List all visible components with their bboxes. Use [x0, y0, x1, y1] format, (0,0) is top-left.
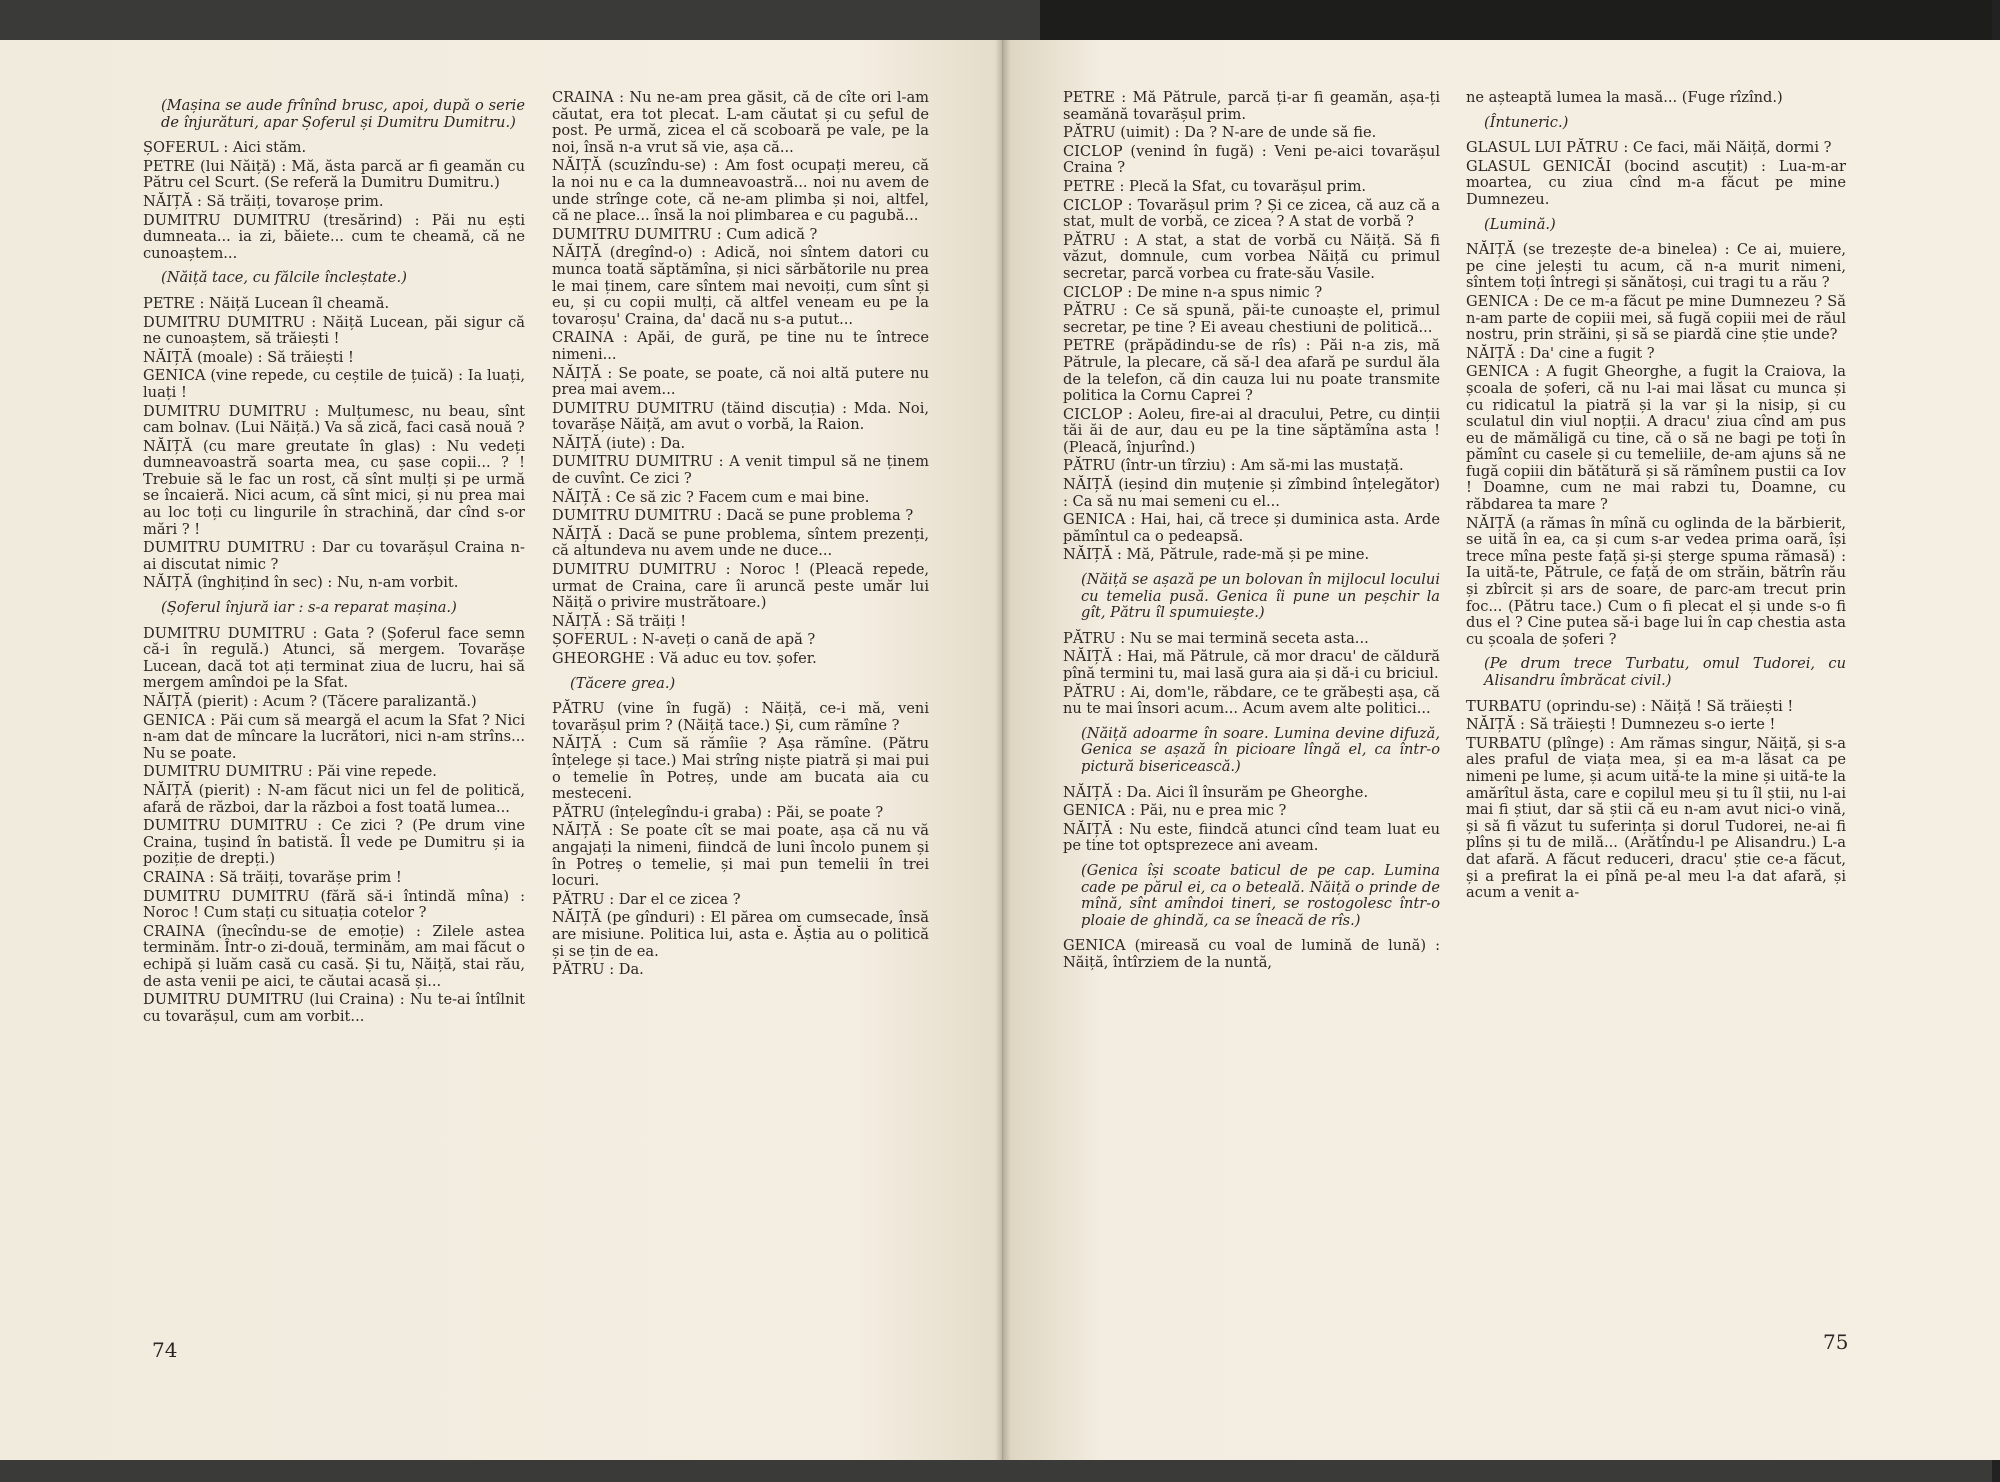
dialogue-line: CRAINA : Apăi, de gură, pe tine nu te întrece nimeni... — [552, 329, 929, 363]
dialogue-line: NĂIȚĂ : Să trăiți ! — [552, 612, 687, 630]
stage-direction: (Năiță adoarme în soare. Lumina devine difuză, Genica se așază în picioare lîngă el, ca într-o pictură bisericească.) — [1081, 724, 1440, 775]
dialogue-line: PETRE : Mă Pătrule, parcă ți-ar fi geamăn, așa-ți seamănă tovarășul prim. — [1063, 89, 1440, 123]
dialogue-line: CRAINA : Nu ne-am prea găsit, că de cîte ori l-am căutat, era tot plecat. L-am căutat și cu șeful de post. Pe urmă, zicea el că scoboară pe vale, pe la noi, însă n-a vrut să vie, așa că... — [552, 89, 929, 156]
dialogue-line: DUMITRU DUMITRU (tresărind) : Păi nu ești dumneata... ia zi, băiete... cum te cheamă, că ne cunoaștem... — [143, 211, 525, 262]
dialogue-line: ȘOFERUL : N-aveți o cană de apă ? — [552, 631, 816, 649]
dialogue-line: DUMITRU DUMITRU : Păi vine repede. — [143, 763, 437, 781]
dialogue-line: TURBATU (plînge) : Am rămas singur, Năiță, și s-a ales praful de viața mea, și ea m-a lăsat ca pe nimeni pe lume, și acum uită-te la mine și uită-te la amărîtul ăsta, care e copilul meu și tu îl știi, nu l-ai mai fi știut, dar să știi că eu n-am avut nici-o vină, și să fi văzut tu suferința și dorul Tudorei, ne-ai fi plîns și tu de milă... (Arătîndu-l pe Alisandru.) L-a dat afară. A făcut reduceri, dracu' știe ce-a făcut, și a prefirat la ei pînă pe-al meu l-a dat afară, și acum a venit a- — [1466, 734, 1846, 902]
dialogue-line: NĂIȚĂ (ieșind din muțenie și zîmbind înțelegător) : Ca să nu mai semeni cu el... — [1063, 476, 1440, 510]
stage-direction: (Pe drum trece Turbatu, omul Tudorei, cu Alisandru îmbrăcat civil.) — [1484, 655, 1846, 689]
right-page-column-1 — [1063, 90, 1440, 974]
left-page-column-2 — [552, 90, 929, 981]
dialogue-line: NĂIȚĂ (se trezește de-a binelea) : Ce ai, muiere, pe cine jelești tu acum, că n-a murit nimeni, sîntem toți întregi și sănătoși, cui tragi tu a rău ? — [1466, 241, 1846, 292]
dialogue-line: NĂIȚĂ : Să trăiești ! Dumnezeu s-o ierte ! — [1466, 716, 1776, 734]
dialogue-line: PĂTRU : A stat, a stat de vorbă cu Năiță. Să fi văzut, domnule, cum vorbea Năiță cu primul secretar, parcă vorbea cu frate-său Vasile. — [1063, 231, 1440, 282]
dialogue-line: DUMITRU DUMITRU : Dar cu tovarășul Craina n-ai discutat nimic ? — [143, 539, 525, 573]
dialogue-line: GLASUL GENICĂI (bocind ascuțit) : Lua-m-ar moartea, cu ziua cînd m-a făcut pe mine Dumnezeu. — [1466, 157, 1846, 208]
dialogue-line: NĂIȚĂ : Da' cine a fugit ? — [1466, 344, 1655, 362]
dialogue-line: PĂTRU : Nu se mai termină seceta asta... — [1063, 629, 1369, 647]
dialogue-line: DUMITRU DUMITRU : Noroc ! (Pleacă repede, urmat de Craina, care îi aruncă peste umăr lui Năiță o privire mustrătoare.) — [552, 561, 929, 612]
stage-direction: (Năiță tace, cu fălcile încleștate.) — [161, 269, 407, 287]
dialogue-line: PETRE : Năiță Lucean îl cheamă. — [143, 294, 390, 312]
dialogue-line: DUMITRU DUMITRU (lui Craina) : Nu te-ai întîlnit cu tovarășul, cum am vorbit... — [143, 991, 525, 1025]
dialogue-line: GENICA : De ce m-a făcut pe mine Dumnezeu ? Să n-am parte de copiii mei, să fugă copiii mei de răul nostru, prin străini, și să se piardă cine știe unde? — [1466, 292, 1846, 344]
dialogue-line: CICLOP (venind în fugă) : Veni pe-aici tovarășul Craina ? — [1063, 142, 1440, 177]
dialogue-line: PĂTRU (uimit) : Da ? N-are de unde să fie. — [1063, 124, 1377, 142]
dialogue-line: GENICA : Păi cum să meargă el acum la Sfat ? Nici n-am dat de mîncare la lucrători, nici n-am strîns... Nu se poate. — [143, 711, 525, 762]
stage-direction: (Genica își scoate baticul de pe cap. Lumina cade pe părul ei, ca o beteală. Năiță o prinde de mînă, sînt amîndoi tineri, se rostogolesc într-o ploaie de ghindă, ca se îneacă de rîs.) — [1081, 861, 1440, 929]
dialogue-line: NĂIȚĂ (înghițind în sec) : Nu, n-am vorbit. — [143, 574, 459, 592]
dialogue-line: GENICA (mireasă cu voal de lumină de lună) : Năiță, întîrziem de la nuntă, — [1063, 937, 1440, 971]
stage-direction: (Lumină.) — [1484, 215, 1556, 233]
dialogue-line: ȘOFERUL : Aici stăm. — [143, 139, 307, 157]
dialogue-line: NĂIȚĂ : Se poate, se poate, că noi altă putere nu prea mai avem... — [552, 364, 929, 399]
stage-direction: (Tăcere grea.) — [570, 674, 676, 692]
stage-direction: (Șoferul înjură iar : s-a reparat mașina.) — [161, 599, 457, 617]
right-page — [1003, 40, 2000, 1460]
stage-direction: (Năiță se așază pe un bolovan în mijlocul locului cu temelia pusă. Genica îi pune un peșchir la gît, Pătru îl spumuiește.) — [1081, 571, 1440, 622]
dialogue-line: DUMITRU DUMITRU : Dacă se pune problema ? — [552, 507, 914, 525]
dialogue-line: TURBATU (oprindu-se) : Năiță ! Să trăiești ! — [1466, 697, 1794, 715]
dialogue-line: CICLOP : De mine n-a spus nimic ? — [1063, 283, 1323, 301]
stage-direction: (Întuneric.) — [1484, 113, 1569, 131]
dialogue-line: NĂIȚĂ : Cum să rămîie ? Așa rămîne. (Pătru înțelege și tace.) Mai strîng niște piatră și mai pui o temelie în Potreș, unde am bucata aia cu mesteceni. — [552, 735, 929, 803]
book-cover-edge — [1040, 0, 2000, 40]
dialogue-line: GENICA (vine repede, cu ceștile de țuică) : Ia luați, luați ! — [143, 367, 525, 401]
right-page-column-2 — [1466, 90, 1846, 904]
dialogue-line: NĂIȚĂ (a rămas în mînă cu oglinda de la bărbierit, se uită în ea, ca și cum s-ar vedea prima oară, își trece mîna peste față și-și șterge spuma rămasă) : Ia uită-te, Pătrule, ce față de om străin, bătrîn rău și zbîrcit și ars de soare, de parc-am trecut prin foc... (Pătru tace.) Cum o fi plecat el și unde s-o fi dus el ? Cine putea să-i bage lui în cap chestia asta cu școala de șoferi ? — [1466, 514, 1846, 648]
dialogue-line: CICLOP : Tovarășul prim ? Și ce zicea, că auz că a stat, mult de vorbă, ce zicea ? A stat de vorbă ? — [1063, 196, 1440, 231]
dialogue-line: PĂTRU (înțelegîndu-i graba) : Păi, se poate ? — [552, 803, 884, 821]
page-number: 74 — [152, 1338, 178, 1362]
dialogue-line: DUMITRU DUMITRU : Năiță Lucean, păi sigur că ne cunoaștem, să trăiești ! — [143, 313, 525, 348]
dialogue-line: GENICA : A fugit Gheorghe, a fugit la Craiova, la școala de șoferi, că nu l-ai mai lăsat cu munca și cu ridicatul la piatră și la var și la nisip, și cu sculatul din viul nopții. A dracu' ziua cînd am pus eu de mămăligă cu tine, că o să ne bagi pe toți în pămînt cu casele și cu temeliile, de-am ajuns să ne fugă copiii din bătătură și să rămînem pustii ca Iov ! Doamne, cum ne mai rabzi tu, Doamne, cu răbdarea ta mare ? — [1466, 363, 1846, 514]
dialogue-line: GLASUL LUI PĂTRU : Ce faci, măi Năiță, dormi ? — [1466, 139, 1832, 157]
left-page — [0, 40, 1003, 1460]
dialogue-line: PĂTRU : Ce să spună, păi-te cunoaște el, primul secretar, pe tine ? Ei aveau chestiuni de politică... — [1063, 302, 1440, 336]
dialogue-line: NĂIȚĂ (moale) : Să trăiești ! — [143, 348, 354, 366]
dialogue-line: PETRE (lui Năiță) : Mă, ăsta parcă ar fi geamăn cu Pătru cel Scurt. (Se referă la Dumitru Dumitru.) — [143, 157, 525, 192]
dialogue-line: DUMITRU DUMITRU : A venit timpul să ne ținem de cuvînt. Ce zici ? — [552, 453, 929, 488]
dialogue-line: NĂIȚĂ (dregînd-o) : Adică, noi sîntem datori cu munca toată săptămîna, și nici sărbătorile nu prea le mai ținem, care sîntem mai nevoiți, cum sînt și eu, și cu copii mulți, că altfel veneam eu pe la tovaroșu' Craina, da' dacă nu s-a putut... — [552, 244, 929, 328]
dialogue-line: PĂTRU : Ai, dom'le, răbdare, ce te grăbești așa, că nu te mai însori acum... Acum avem alte politici... — [1063, 683, 1440, 718]
dialogue-line: NĂIȚĂ : Dacă se pune problema, sîntem prezenți, că altundeva nu avem unde ne duce... — [552, 525, 929, 560]
dialogue-line: NĂIȚĂ : Se poate cît se mai poate, așa că nu vă angajați la nimeni, fiindcă de luni încolo punem și în Potreș o temelie, și mai pun temelii în trei locuri. — [552, 822, 929, 890]
dialogue-line: NĂIȚĂ (scuzîndu-se) : Am fost ocupați mereu, că la noi nu e ca la dumneavoastră... noi nu avem de unde strînge cote, că ne-am plimba și noi, altfel, că ne place... însă la noi plimbarea e cu pagubă... — [552, 157, 929, 225]
dialogue-line: NĂIȚĂ : Nu este, fiindcă atunci cînd team luat eu pe tine tot optsprezece ani aveam. — [1063, 820, 1440, 855]
book-spine-shadow — [995, 40, 1011, 1460]
dialogue-line: PĂTRU (vine în fugă) : Năiță, ce-i mă, veni tovarășul prim ? (Năiță tace.) Și, cum rămîne ? — [552, 700, 929, 734]
page-number: 75 — [1823, 1330, 1849, 1354]
dialogue-line: PĂTRU : Da. — [552, 961, 644, 979]
dialogue-line: NĂIȚĂ : Da. Aici îl însurăm pe Gheorghe. — [1063, 783, 1369, 801]
dialogue-line: DUMITRU DUMITRU (tăind discuția) : Mda. Noi, tovarășe Năiță, am avut o vorbă, la Raion. — [552, 399, 929, 434]
dialogue-line: CRAINA : Să trăiți, tovarășe prim ! — [143, 868, 402, 886]
dialogue-line: CICLOP : Aoleu, fire-ai al dracului, Petre, cu dinții tăi ăi de aur, dau eu pe la tine săptămîna asta ! (Pleacă, înjurînd.) — [1063, 405, 1440, 456]
dialogue-line: GENICA : Păi, nu e prea mic ? — [1063, 802, 1287, 820]
left-page-column-1 — [143, 90, 525, 1027]
dialogue-line: NĂIȚĂ : Ce să zic ? Facem cum e mai bine. — [552, 488, 870, 506]
dialogue-line: PĂTRU (într-un tîrziu) : Am să-mi las mustață. — [1063, 457, 1404, 475]
dialogue-line: NĂIȚĂ (pierit) : Acum ? (Tăcere paralizantă.) — [143, 693, 477, 710]
dialogue-line: DUMITRU DUMITRU : Gata ? (Șoferul face semn că-i în regulă.) Atunci, să mergem. Tovarășe Lucean, dacă tot ați terminat ziua de lucru, hai să mergem amîndoi pe la Sfat. — [143, 624, 525, 692]
dialogue-line: NĂIȚĂ (pe gînduri) : El păreа om cumsecade, însă are misiune. Politica lui, asta e. Ăștia au o politică și se țin de ea. — [552, 909, 929, 960]
dialogue-line: DUMITRU DUMITRU : Mulțumesc, nu beau, sînt cam bolnav. (Lui Năiță.) Va să zică, faci casă nouă ? — [143, 402, 525, 437]
dialogue-line: NĂIȚĂ : Hai, mă Pătrule, că mor dracu' de căldură pînă termini tu, mai lasă gura aia și dă-i cu briciul. — [1063, 648, 1440, 682]
dialogue-line: DUMITRU DUMITRU : Cum adică ? — [552, 225, 818, 243]
dialogue-line: PETRE (prăpădindu-se de rîs) : Păi n-a zis, mă Pătrule, la plecare, că să-l dea afară pe surdul ăla de la telefon, că din cauza lui nu poate transmite politica la Cornu Caprei ? — [1063, 337, 1440, 405]
dialogue-line: NĂIȚĂ (iute) : Da. — [552, 434, 686, 452]
dialogue-line: DUMITRU DUMITRU : Ce zici ? (Pe drum vine Craina, tușind în batistă. Îl vede pe Dumitru și ia poziție de drepți.) — [143, 817, 525, 868]
dialogue-line: PETRE : Plecă la Sfat, cu tovarășul prim. — [1063, 177, 1367, 195]
dialogue-line: DUMITRU DUMITRU (fără să-i întindă mîna) : Noroc ! Cum stați cu situația cotelor ? — [143, 887, 525, 922]
dialogue-line: GENICA : Hai, hai, că trece și duminica asta. Arde pămîntul ca o pedeapsă. — [1063, 511, 1440, 545]
dialogue-line: PĂTRU : Dar el ce zicea ? — [552, 890, 741, 908]
dialogue-line: NĂIȚĂ : Mă, Pătrule, rade-mă și pe mine. — [1063, 546, 1370, 564]
dialogue-line: CRAINA (înecîndu-se de emoție) : Zilele astea terminăm. Într-o zi-două, terminăm, am mai făcut o echipă și luăm casă cu casă. Și tu, Năiță, stai rău, de asta venii pe aici, te căutai acasă și... — [143, 922, 525, 990]
dialogue-line: ne așteaptă lumea la masă... (Fuge rîzînd.) — [1466, 89, 1783, 106]
stage-direction: (Mașina se aude frînînd brusc, apoi, după o serie de înjurături, apar Șoferul și Dumitru Dumitru.) — [161, 97, 525, 131]
dialogue-line: NĂIȚĂ : Să trăiți, tovaroșe prim. — [143, 192, 384, 210]
dialogue-line: NĂIȚĂ (cu mare greutate în glas) : Nu vedeți dumneavoastră soarta mea, cu șase copii... ? ! Trebuie să le fac un rost, că sînt mulți și pe urmă se încaieră. Nici acum, că sînt mici, și nu prea mai au loc toți cu lingurile în strachină, dar cînd s-or mări ? ! — [143, 437, 525, 538]
dialogue-line: NĂIȚĂ (pierit) : N-am făcut nici un fel de politică, afară de război, dar la război a fost toată lumea... — [143, 781, 525, 816]
dialogue-line: GHEORGHE : Vă aduc eu tov. șofer. — [552, 650, 817, 667]
